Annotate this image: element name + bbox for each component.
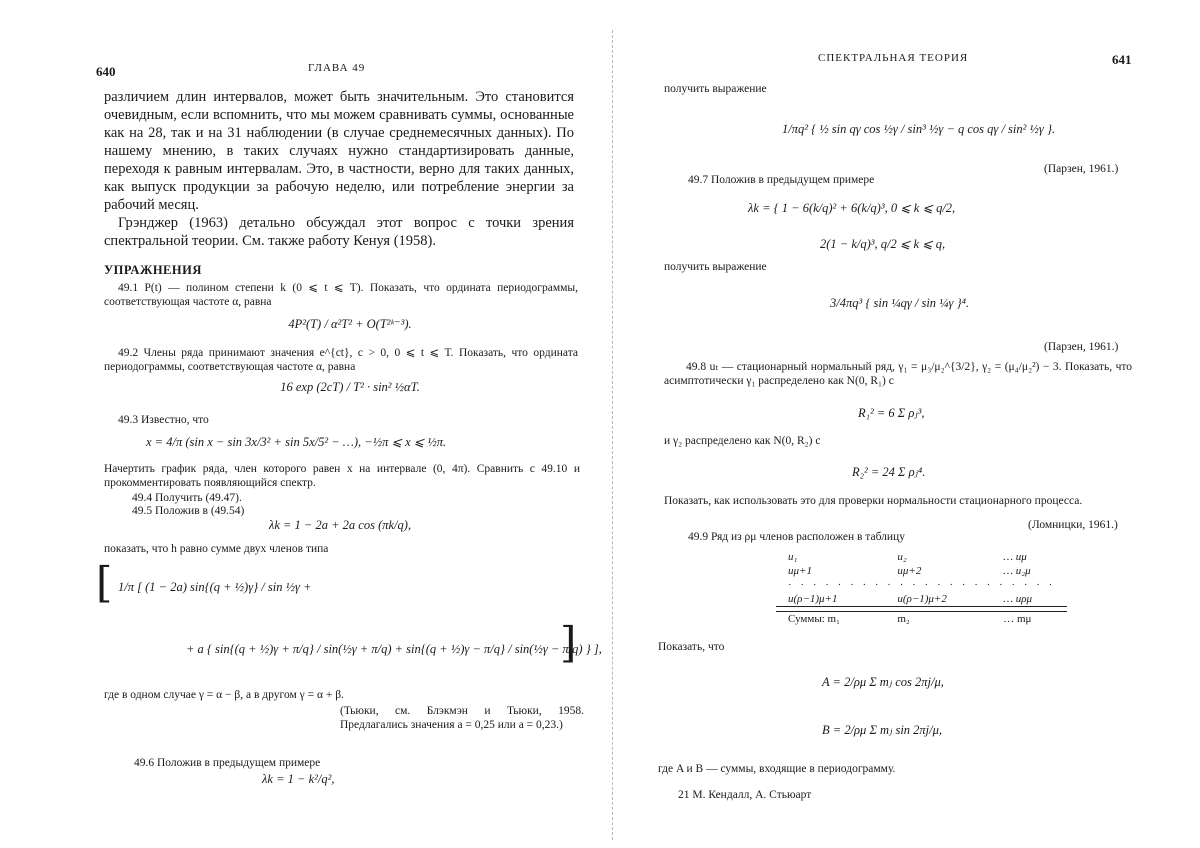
formula-B: B = 2/ρμ Σ mⱼ sin 2πj/μ,: [822, 723, 943, 737]
lambda-line-2: 2(1 − k/q)³, q/2 ⩽ k ⩽ q,: [820, 237, 946, 251]
exercise-49-1-formula: 4P²(T) / α²T² + O(T²ᵏ⁻³).: [288, 317, 412, 331]
exercise-49-1-text: 49.1 P(t) — полином степени k (0 ⩽ t ⩽ T). Показать, что ордината периодограммы, соответствующая частоте α, равна: [104, 282, 578, 308]
r1-formula: R₁² = 6 Σ ρⱼ³,: [858, 406, 925, 420]
page-footer: 21 М. Кендалл, А. Стьюарт: [678, 789, 812, 801]
exercise-49-5-big-formula-line1: 1/π [ (1 − 2a) sin{(q + ½)γ} / sin ½γ +: [118, 580, 312, 594]
running-head-right: СПЕКТРАЛЬНАЯ ТЕОРИЯ: [818, 52, 969, 64]
exercise-49-7-text: 49.7 Положив в предыдущем примере: [688, 174, 875, 186]
table-sums-row: Суммы: m₁ m₂ … mμ: [776, 612, 1067, 627]
exercise-49-5-formula: λk = 1 − 2a + 2a cos (πk/q),: [268, 518, 412, 532]
exercise-49-5-case: где в одном случае γ = α − β, а в другом γ = α + β.: [104, 689, 344, 701]
exercise-49-6-formula: λk = 1 − k²/q²,: [262, 772, 335, 786]
exercise-49-3-formula: x = 4/π (sin x − sin 3x/3² + sin 5x/5² − …), −½π ⩽ x ⩽ ½π.: [146, 435, 447, 449]
get-expression-2: получить выражение: [664, 261, 767, 273]
reference-b: (Парзен, 1961.): [1044, 341, 1119, 353]
exercise-49-6-text: 49.6 Положив в предыдущем примере: [134, 757, 321, 769]
lambda-line-1: λk = { 1 − 6(k/q)² + 6(k/q)³, 0 ⩽ k ⩽ q/2,: [748, 201, 956, 215]
where-A-B-text: где A и B — суммы, входящие в периодограмму.: [658, 763, 896, 775]
exercise-49-8-text: 49.8 uₜ — стационарный нормальный ряд, γ₁ = μ₃/μ₂^{3/2}, γ₂ = (μ₄/μ₂²) − 3. Показать, что асимптотически γ₁ распределено как N(0, R₁) с: [664, 361, 1132, 387]
exercise-49-9-text: 49.9 Ряд из ρμ членов расположен в таблицу: [688, 531, 905, 543]
r2-formula: R₂² = 24 Σ ρⱼ⁴.: [852, 465, 926, 479]
show-use-text: Показать, как использовать это для проверки нормальности стационарного процесса.: [664, 495, 1083, 507]
paragraph-1: различием длин интервалов, может быть значительным. Это становится очевидным, если вспомнить, что мы можем сравнивать суммы, основанные как на 28, так и на 31 наблюдении (в случае среднемесячных данных). По нашему мнению, в таких случаях нужно стандартизировать данные, переходя к равным интервалам. Это, в частности, верно для таких данных, как выпуск продукции за рабочую неделю, или потребление энергии за рабочий месяц.: [104, 89, 574, 213]
exercise-49-2-text: 49.2 Члены ряда принимают значения e^{ct}, c > 0, 0 ⩽ t ⩽ T. Показать, что ордината периодограммы, соответствующая частоте α, равна: [104, 347, 578, 373]
table-dots-row: · · · · · · · · · · · · · · · · · · · · · ·: [788, 579, 1056, 591]
formula-b: 3/4πq³ { sin ¼qγ / sin ¼γ }⁴.: [830, 296, 970, 310]
exercise-49-5-reference: (Тьюки, см. Блэкмэн и Тьюки, 1958. Предлагались значения a = 0,25 или a = 0,23.): [340, 705, 584, 731]
formula-a: 1/πq² { ½ sin qγ cos ½γ / sin³ ½γ − q cos qγ / sin² ½γ }.: [782, 122, 1056, 136]
exercise-49-4: 49.4 Получить (49.47).: [132, 492, 242, 504]
table-row: u(ρ−1)μ+1 u(ρ−1)μ+2 … uρμ: [788, 593, 1033, 605]
exercise-49-5-big-formula-line2: + a { sin{(q + ½)γ + π/q} / sin(½γ + π/q) + sin{(q + ½)γ − π/q} / sin(½γ − π/q) } ],: [186, 642, 602, 656]
exercise-49-5-text: 49.5 Положив в (49.54): [132, 505, 245, 517]
paragraph-2: Грэнджер (1963) детально обсуждал этот вопрос с точки зрения спектральной теории. См. также работу Кенуя (1958).: [104, 215, 574, 249]
page-number-left: 640: [96, 64, 116, 79]
exercises-heading: УПРАЖНЕНИЯ: [104, 263, 202, 277]
gamma2-text: и γ₂ распределено как N(0, R₂) с: [664, 435, 821, 447]
exercise-49-3-text: 49.3 Известно, что: [118, 414, 209, 426]
reference-c: (Ломницки, 1961.): [1028, 519, 1118, 531]
rho-mu-table: [776, 550, 1067, 626]
table-row: u₁ u₂ … uμ: [788, 551, 1027, 563]
exercise-49-3-followup: Начертить график ряда, член которого равен x на интервале (0, 4π). Сравнить с 49.10 и прокомментировать появляющийся спектр.: [104, 463, 580, 489]
exercise-49-2-formula: 16 exp (2cT) / T² · sin² ½αT.: [280, 380, 420, 394]
right-page: [600, 0, 1200, 848]
reference-a: (Парзен, 1961.): [1044, 163, 1119, 175]
get-expression-1: получить выражение: [664, 83, 767, 95]
formula-A: A = 2/ρμ Σ mⱼ cos 2πj/μ,: [822, 675, 944, 689]
table-row: uμ+1 uμ+2 … u₂μ: [788, 565, 1031, 577]
running-head-left: ГЛАВА 49: [308, 62, 366, 74]
page-number-right: 641: [1112, 52, 1132, 67]
right-bracket: ]: [560, 618, 577, 667]
show-that-text: Показать, что: [658, 641, 725, 653]
exercise-49-5-show: показать, что h равно сумме двух членов типа: [104, 543, 329, 555]
left-bracket: [: [96, 558, 113, 607]
